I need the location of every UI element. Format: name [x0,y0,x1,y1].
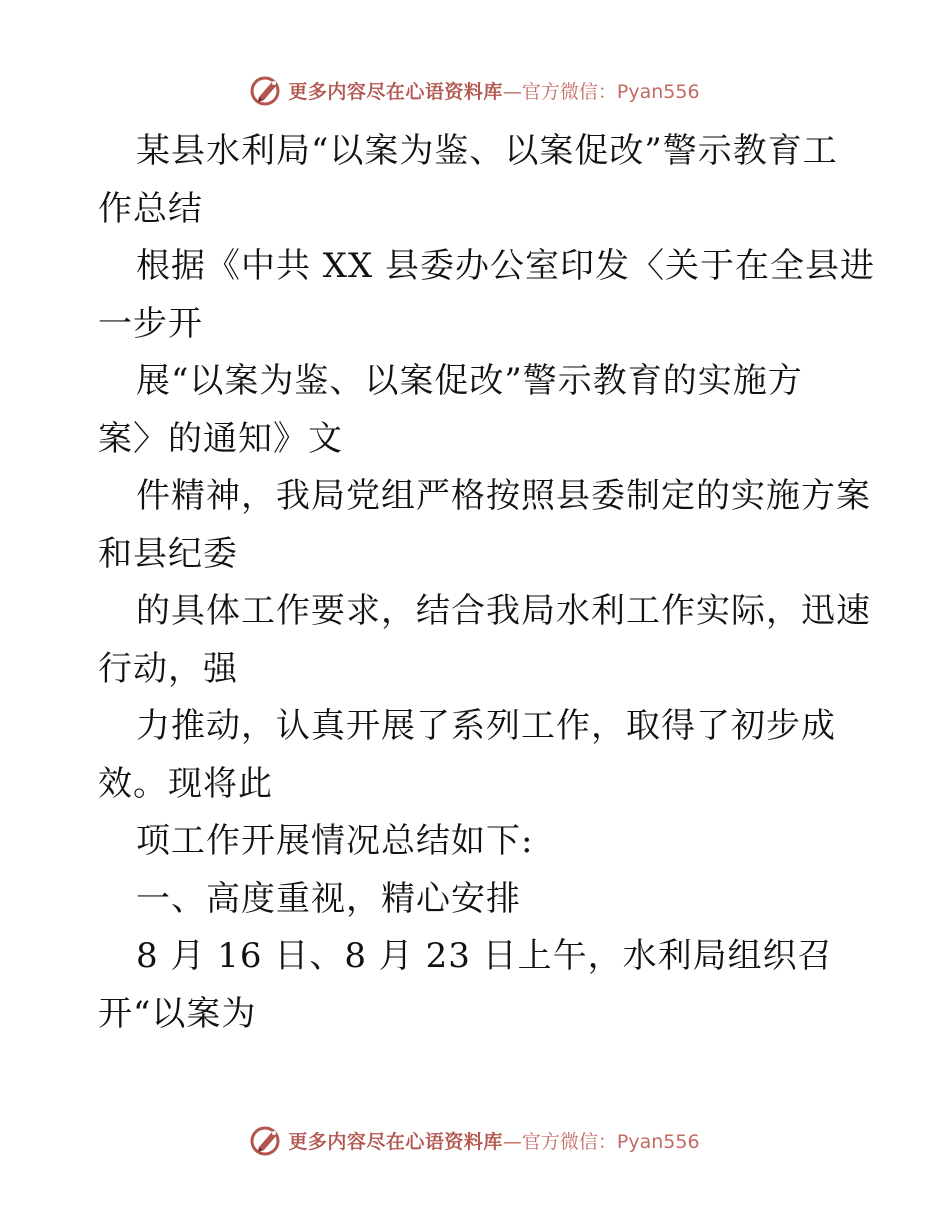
pen-logo-icon [250,73,284,107]
text-line: 某县水利局“以案为鉴、以案促改”警示教育工 [136,131,838,171]
footer-wechat-text: —官方微信：Pyan556 [502,1130,700,1153]
text-line: 案〉的通知》文 [98,418,343,459]
text-line: 一步开 [98,303,203,344]
text-line: 和县纪委 [98,533,238,574]
text-line: 效。现将此 [98,763,273,804]
text-line: 件精神，我局党组严格按照县委制定的实施方案 [136,476,871,516]
text-line: 项工作开展情况总结如下: [136,821,534,861]
footer-promo-text: 更多内容尽在心语资料库 [288,1130,503,1153]
header-wechat-text: —官方微信：Pyan556 [502,80,700,103]
text-line: 8 月 16 日、8 月 23 日上午，水利局组织召 [136,936,833,976]
text-line: 根据《中共 XX 县委办公室印发〈关于在全县进 [136,246,876,286]
text-line: 开“以案为 [98,993,257,1034]
pen-logo-icon [250,1123,284,1157]
footer-banner [0,1120,950,1160]
text-line: 的具体工作要求，结合我局水利工作实际，迅速 [136,591,871,631]
text-line: 作总结 [98,188,203,229]
document-body [98,123,876,1043]
text-line: 行动，强 [98,648,238,689]
text-line: 力推动，认真开展了系列工作，取得了初步成 [136,706,836,746]
text-line: 展“以案为鉴、以案促改”警示教育的实施方 [136,361,803,401]
header-promo-text: 更多内容尽在心语资料库 [288,80,503,103]
header-banner [0,70,950,110]
text-line: 一、高度重视，精心安排 [136,878,521,919]
